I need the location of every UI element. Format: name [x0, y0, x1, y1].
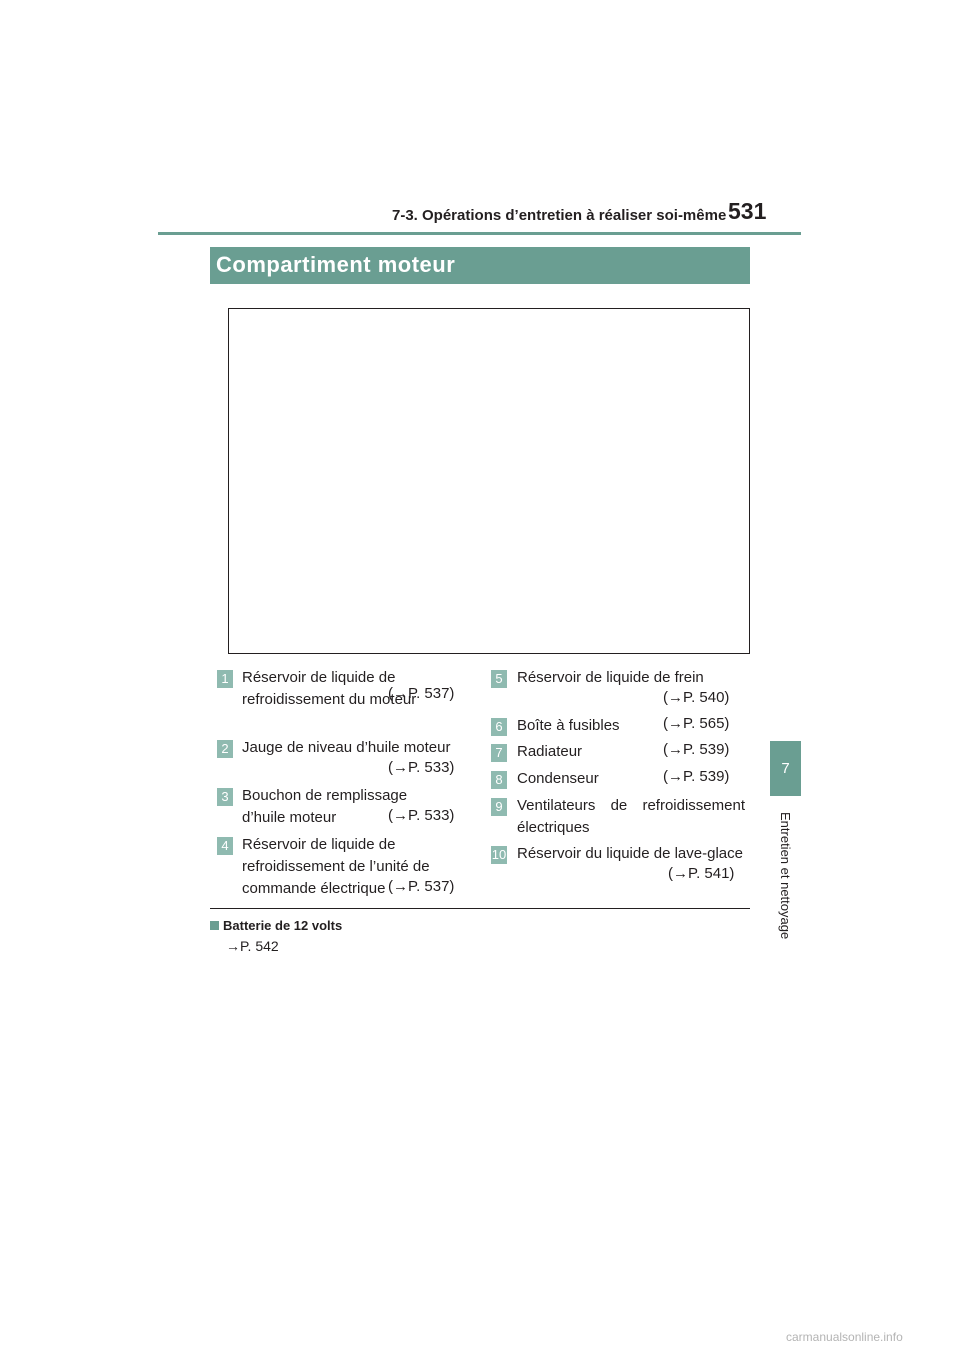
note-heading	[210, 918, 342, 933]
item-4-line1: Réservoir de liquide de	[242, 836, 396, 853]
item-10-ref: (→P. 541)	[668, 865, 735, 882]
page-number: 531	[728, 198, 767, 224]
item-6-ref: (→P. 565)	[663, 715, 730, 732]
item-9-line2: électriques	[517, 819, 590, 836]
item-number-badge: 1	[217, 670, 233, 688]
item-number-badge: 3	[217, 788, 233, 806]
item-number-badge: 6	[491, 718, 507, 736]
item-number-badge: 9	[491, 798, 507, 816]
item-3-ref: (→P. 533)	[388, 807, 455, 824]
section-title: Compartiment moteur	[216, 252, 456, 277]
square-bullet-icon	[210, 921, 219, 930]
section-divider	[210, 908, 750, 909]
note-reference: →P. 542	[226, 938, 279, 954]
item-4-line2: refroidissement de l’unité de	[242, 858, 430, 875]
chapter-tab: 7	[770, 741, 801, 796]
item-3-line1: Bouchon de remplissage	[242, 787, 408, 804]
item-1-ref: (→P. 537)	[388, 685, 455, 702]
item-5-line1: Réservoir de liquide de frein	[517, 669, 704, 686]
item-4-line3: commande électrique	[242, 880, 386, 897]
item-number-badge: 5	[491, 670, 507, 688]
item-1-line2: refroidissement du moteur	[242, 691, 417, 708]
item-4-ref: (→P. 537)	[388, 878, 455, 895]
running-header-title: 7-3. Opérations d’entretien à réaliser soi-même	[392, 207, 727, 224]
item-2-ref: (→P. 533)	[388, 759, 455, 776]
chapter-side-label: Entretien et nettoyage	[778, 812, 793, 940]
item-number-badge: 10	[491, 847, 507, 862]
item-8-line1: Condenseur	[517, 770, 599, 787]
item-1-line1: Réservoir de liquide de	[242, 669, 396, 686]
item-6-line1: Boîte à fusibles	[517, 717, 620, 734]
engine-compartment-image-frame	[228, 308, 750, 654]
item-10-line1: Réservoir du liquide de lave-glace	[517, 845, 743, 862]
note-heading-text: Batterie de 12 volts	[223, 918, 343, 933]
item-8-ref: (→P. 539)	[663, 768, 730, 785]
item-number-badge: 7	[491, 744, 507, 762]
watermark: carmanualsonline.info	[786, 1330, 903, 1344]
item-3-line2: d’huile moteur	[242, 809, 337, 826]
item-number-badge: 2	[217, 740, 233, 758]
item-2-line1: Jauge de niveau d’huile moteur	[242, 739, 451, 756]
header-rule	[158, 232, 801, 235]
item-7-ref: (→P. 539)	[663, 741, 730, 758]
item-9-line1: Ventilateurs de refroidissement	[517, 797, 745, 814]
item-5-ref: (→P. 540)	[663, 689, 730, 706]
item-number-badge: 8	[491, 771, 507, 789]
item-7-line1: Radiateur	[517, 743, 583, 760]
item-number-badge: 4	[217, 837, 233, 855]
